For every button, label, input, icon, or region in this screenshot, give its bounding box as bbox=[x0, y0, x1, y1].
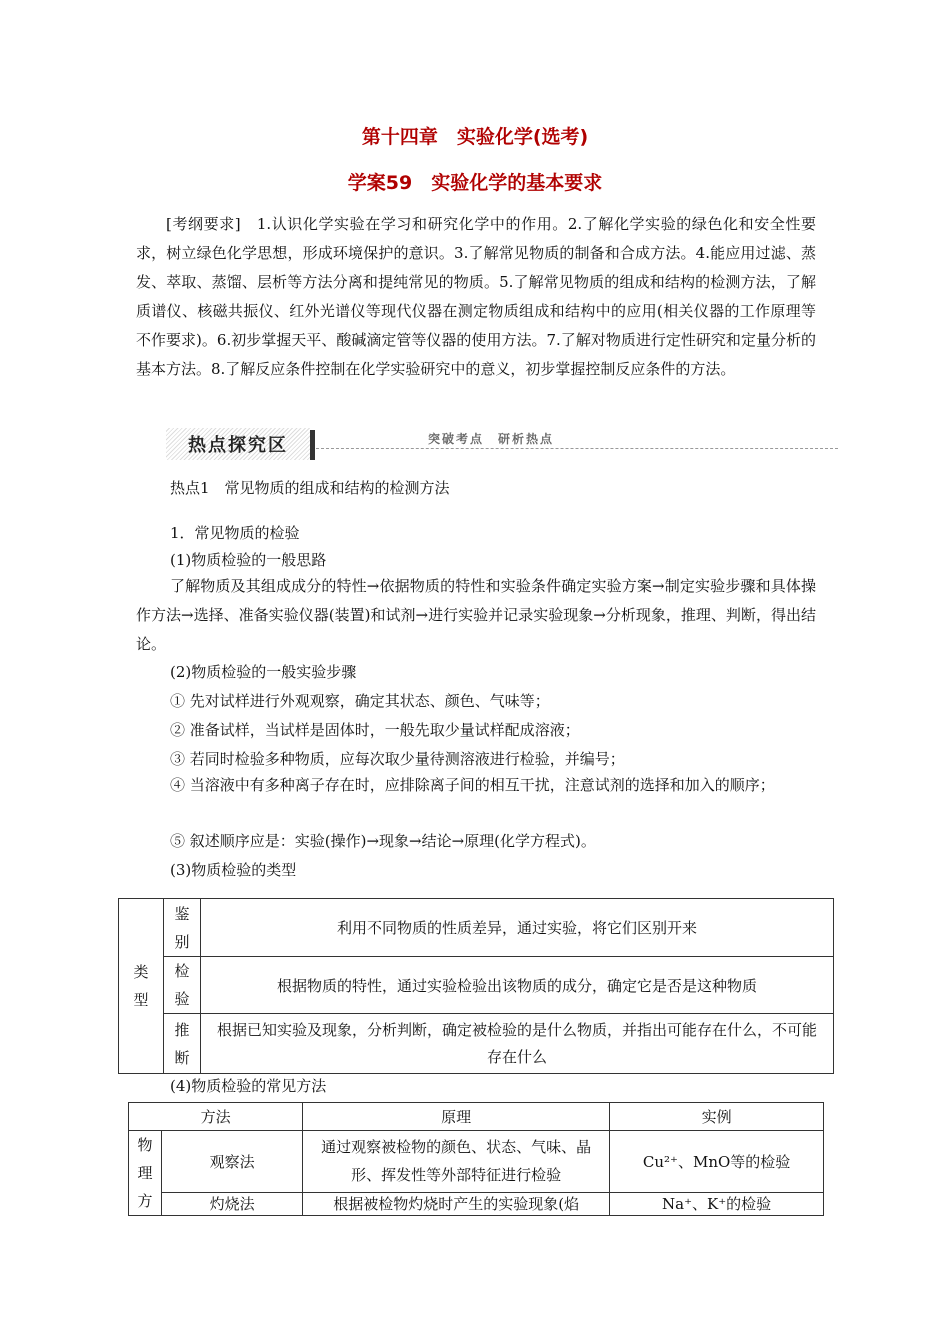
banner-rule bbox=[316, 448, 838, 449]
thinking-paragraph: 了解物质及其组成成分的特性→依据物质的特性和实验条件确定实验方案→制定实验步骤和具体操作方法→选择、准备实验仪器(装置)和试剂→进行实验并记录实验现象→分析现象，推理、判断，得出结论。 bbox=[136, 577, 816, 653]
subsection-heading: (1)物质检验的一般思路 bbox=[170, 551, 327, 569]
chapter-title: 第十四章 实验化学(选考) bbox=[361, 126, 589, 148]
type-desc-cell: 根据已知实验及现象，分析判断，确定被检验的是什么物质，并指出可能存在什么，不可能存在什么 bbox=[201, 1014, 834, 1074]
table-row bbox=[119, 899, 834, 957]
type-name-cell: 检验 bbox=[164, 957, 201, 1014]
methods-table bbox=[128, 1102, 824, 1216]
type-name-cell: 鉴别 bbox=[164, 899, 201, 957]
example-cell: Cu²⁺、MnO等的检验 bbox=[610, 1131, 824, 1193]
lesson-title: 学案59 实验化学的基本要求 bbox=[347, 172, 603, 194]
table-header-row bbox=[129, 1103, 824, 1131]
table-row bbox=[119, 957, 834, 1014]
subsection-heading: (3)物质检验的类型 bbox=[170, 861, 297, 879]
type-desc-cell: 根据物质的特性，通过实验检验出该物质的成分，确定它是否是这种物质 bbox=[201, 957, 834, 1014]
header-cell: 方法 bbox=[129, 1103, 303, 1131]
step-item: ① 先对试样进行外观观察，确定其状态、颜色、气味等； bbox=[170, 692, 550, 710]
principle-cell: 根据被检物灼烧时产生的实验现象(焰 bbox=[303, 1192, 610, 1215]
step-item: ③ 若同时检验多种物质，应每次取少量待测溶液进行检验，并编号； bbox=[170, 750, 625, 768]
type-desc-cell: 利用不同物质的性质差异，通过实验，将它们区别开来 bbox=[201, 899, 834, 957]
step-item: ⑤ 叙述顺序应是：实验(操作)→现象→结论→原理(化学方程式)。 bbox=[170, 832, 596, 850]
types-table bbox=[118, 898, 834, 1074]
header-cell: 实例 bbox=[610, 1103, 824, 1131]
table-row bbox=[129, 1192, 824, 1215]
subsection-heading: (2)物质检验的一般实验步骤 bbox=[170, 663, 357, 681]
banner-label: 热点探究区 bbox=[166, 428, 310, 460]
type-name-cell: 推断 bbox=[164, 1014, 201, 1074]
banner-subtitle: 突破考点 研析热点 bbox=[428, 432, 555, 446]
section-heading: 1．常见物质的检验 bbox=[170, 524, 300, 542]
step-item: ② 准备试样，当试样是固体时，一般先取少量试样配成溶液； bbox=[170, 721, 580, 739]
principle-cell: 通过观察被检物的颜色、状态、气味、晶形、挥发性等外部特征进行检验 bbox=[303, 1131, 610, 1193]
example-cell: Na⁺、K⁺的检验 bbox=[610, 1192, 824, 1215]
table-row bbox=[129, 1131, 824, 1193]
method-cell: 观察法 bbox=[162, 1131, 303, 1193]
table-row bbox=[119, 1014, 834, 1074]
hotspot-heading: 热点1 常见物质的组成和结构的检测方法 bbox=[170, 479, 450, 497]
banner-bar bbox=[310, 430, 315, 460]
types-group-cell: 类型 bbox=[119, 899, 164, 1074]
hotspot-banner bbox=[166, 428, 838, 464]
header-cell: 原理 bbox=[303, 1103, 610, 1131]
methods-group-cell: 物理方 bbox=[129, 1131, 162, 1216]
syllabus-paragraph: [考纲要求] 1.认识化学实验在学习和研究化学中的作用。2.了解化学实验的绿色化和安全性要求，树立绿色化学思想，形成环境保护的意识。3.了解常见物质的制备和合成方法。4.能应用过滤、蒸发、萃取、蒸馏、层析等方法分离和提纯常见的物质。5.了解常见物质的组成和结构的检测方法，了解质谱仪、核磁共振仪、红外光谱仪等现代仪器在测定物质组成和结构中的应用(相关仪器的工作原理等不作要求)。6.初步掌握天平、酸碱滴定管等仪器的使用方法。7.了解对物质进行定性研究和定量分析的基本方法。8.了解反应条件控制在化学实验研究中的意义，初步掌握控制反应条件的方法。 bbox=[136, 215, 816, 378]
method-cell: 灼烧法 bbox=[162, 1192, 303, 1215]
step-item: ④ 当溶液中有多种离子存在时，应排除离子间的相互干扰，注意试剂的选择和加入的顺序； bbox=[170, 776, 775, 794]
subsection-heading: (4)物质检验的常见方法 bbox=[170, 1077, 327, 1095]
